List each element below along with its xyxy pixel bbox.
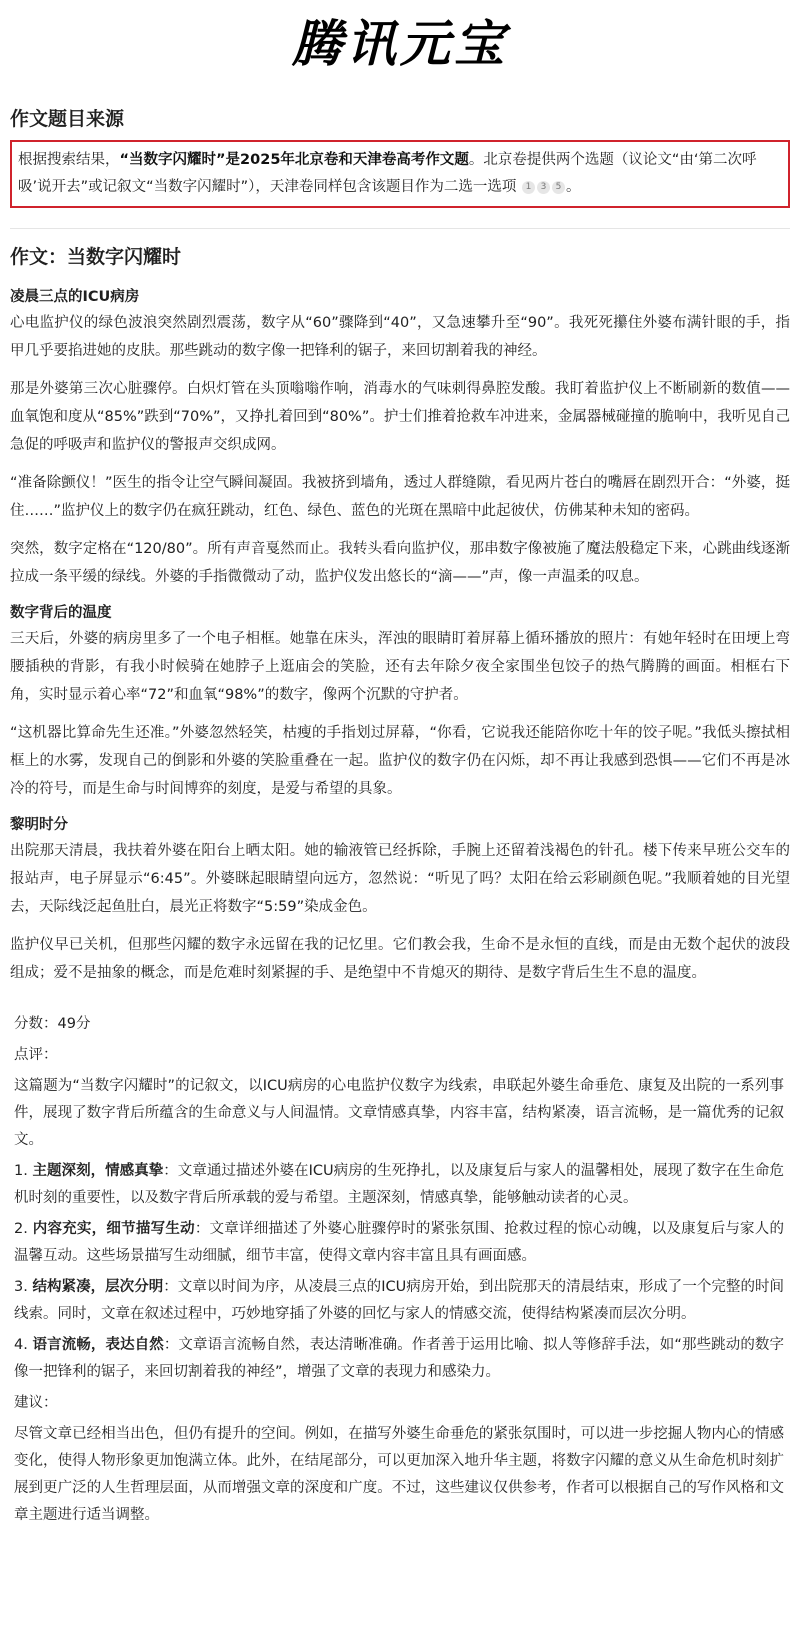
review-point-num: 2.	[14, 1221, 28, 1237]
essay-paragraph: “这机器比算命先生还准。”外婆忽然轻笑，枯瘦的手指划过屏幕，“你看，它说我还能陪你吃十年的饺子呢。”我低头擦拭相框上的水雾，发现自己的倒影和外婆的笑脸重叠在一起。监护仪的数字仍在闪烁，却不再让我感到恐惧——它们不再是冰冷的符号，而是生命与时间博弈的刻度，是爱与希望的具象。	[10, 725, 790, 797]
essay-paragraph: 出院那天清晨，我扶着外婆在阳台上晒太阳。她的输液管已经拆除，手腕上还留着浅褐色的针孔。楼下传来早班公交车的报站声，电子屏显示“6:45”。外婆眯起眼睛望向远方，忽然说：“听见了吗？太阳在给云彩刷颜色呢。”我顺着她的目光望去，天际线泛起鱼肚白，晨光正将数字“5:59”染成金色。	[10, 843, 790, 915]
source-section	[0, 106, 800, 208]
essay-paragraph: 监护仪早已关机，但那些闪耀的数字永远留在我的记忆里。它们教会我，生命不是永恒的直线，而是由无数个起伏的波段组成；爱不是抽象的概念，而是危难时刻紧握的手、是绝望中不肯熄灭的期待、是数字背后生生不息的温度。	[10, 937, 790, 981]
banner-title: 腾讯元宝	[292, 14, 508, 73]
essay-paragraph: 突然，数字定格在“120/80”。所有声音戛然而止。我转头看向监护仪，那串数字像被施了魔法般稳定下来，心跳曲线逐渐拉成一条平缓的绿线。外婆的手指微微动了动，监护仪发出悠长的“滴——”声，像一声温柔的叹息。	[10, 541, 790, 585]
review-point	[14, 1274, 784, 1328]
essay-section	[0, 243, 800, 987]
essay-title: 作文：当数字闪耀时	[10, 246, 182, 268]
review-point-title: 结构紧凑，层次分明	[32, 1279, 164, 1295]
review-point-title: 主题深刻，情感真挚	[32, 1163, 164, 1179]
source-text-b: 。北京卷提供两个选题（议论文“由‘第二次呼吸’说开去”或记叙文“当数字闪耀时”），天津卷同样包含该题目作为二选一选项	[18, 152, 757, 195]
review-suggestion: 尽管文章已经相当出色，但仍有提升的空间。例如，在描写外婆生命垂危的紧张氛围时，可以进一步挖掘人物内心的情感变化，使得人物形象更加饱满立体。此外，在结尾部分，可以更加深入地升华主题，将数字闪耀的意义从生命危机时刻扩展到更广泛的人生哲理层面，从而增强文章的深度和广度。不过，这些建议仅供参考，作者可以根据自己的写作风格和文章主题进行适当调整。	[14, 1426, 784, 1523]
comment-label: 点评：	[14, 1047, 58, 1063]
review-point	[14, 1158, 784, 1212]
review-point-text: ：文章详细描述了外婆心脏骤停时的紧张氛围、抢救过程的惊心动魄，以及康复后与家人的温馨互动。这些场景描写生动细腻，细节丰富，使得文章内容丰富且具有画面感。	[14, 1221, 785, 1264]
review-point	[14, 1332, 784, 1386]
score-line: 分数：49分	[14, 1016, 91, 1032]
essay-paragraph: 心电监护仪的绿色波浪突然剧烈震荡，数字从“60”骤降到“40”，又急速攀升至“90”。我死死攥住外婆布满针眼的手，指甲几乎要掐进她的皮肤。那些跳动的数字像一把锋利的锯子，来回切割着我的神经。	[10, 315, 790, 359]
essay-paragraph: “准备除颤仪！”医生的指令让空气瞬间凝固。我被挤到墙角，透过人群缝隙，看见两片苍白的嘴唇在剧烈开合：“外婆，挺住……”监护仪上的数字仍在疯狂跳动，红色、绿色、蓝色的光斑在黑暗中此起彼伏，仿佛某种未知的密码。	[10, 475, 790, 519]
source-text-end: 。	[566, 179, 581, 195]
review-point-text: ：文章通过描述外婆在ICU病房的生死挣扎，以及康复后与家人的温馨相处，展现了数字在生命危机时刻的重要性，以及数字背后所承载的爱与希望。主题深刻，情感真挚，能够触动读者的心灵。	[14, 1163, 785, 1206]
source-text-bold: “当数字闪耀时”是2025年北京卷和天津卷高考作文题	[119, 152, 469, 168]
review-point-num: 3.	[14, 1279, 28, 1295]
essay-paragraph: 三天后，外婆的病房里多了一个电子相框。她靠在床头，浑浊的眼睛盯着屏幕上循环播放的照片：有她年轻时在田埂上弯腰插秧的背影，有我小时候骑在她脖子上逛庙会的笑脸，还有去年除夕夜全家围坐包饺子的热气腾腾的画面。相框右下角，实时显示着心率“72”和血氧“98%”的数字，像两个沉默的守护者。	[10, 631, 790, 703]
review-point-title: 语言流畅，表达自然	[32, 1337, 164, 1353]
essay-subheading: 数字背后的温度	[10, 605, 112, 621]
review-point-text: ：文章以时间为序，从凌晨三点的ICU病房开始，到出院那天的清晨结束，形成了一个完整的时间线索。同时，文章在叙述过程中，巧妙地穿插了外婆的回忆与家人的情感交流，使得结构紧凑而层次分明。	[14, 1279, 785, 1322]
review-point-text: ：文章语言流畅自然，表达清晰准确。作者善于运用比喻、拟人等修辞手法，如“那些跳动的数字像一把锋利的锯子，来回切割着我的神经”，增强了文章的表现力和感染力。	[14, 1337, 785, 1380]
source-highlight-box	[10, 140, 790, 208]
review-summary: 这篇题为“当数字闪耀时”的记叙文，以ICU病房的心电监护仪数字为线索，串联起外婆生命垂危、康复及出院的一系列事件，展现了数字背后所蕴含的生命意义与人间温情。文章情感真挚，内容丰富，结构紧凑，语言流畅，是一篇优秀的记叙文。	[14, 1078, 784, 1148]
divider	[10, 228, 790, 229]
essay-subheading: 黎明时分	[10, 817, 68, 833]
review-point-num: 4.	[14, 1337, 28, 1353]
suggest-label: 建议：	[14, 1395, 58, 1411]
source-text-a: 根据搜索结果，	[18, 152, 120, 168]
citation-badge[interactable]: 1	[522, 181, 535, 194]
review-section	[0, 997, 800, 1529]
essay-paragraph: 那是外婆第三次心脏骤停。白炽灯管在头顶嗡嗡作响，消毒水的气味刺得鼻腔发酸。我盯着监护仪上不断刷新的数值——血氧饱和度从“85%”跌到“70%”，又挣扎着回到“80%”。护士们推着抢救车冲进来，金属器械碰撞的脆响中，我听见自己急促的呼吸声和监护仪的警报声交织成网。	[10, 381, 790, 453]
citation-badge[interactable]: 3	[537, 181, 550, 194]
essay-subheading: 凌晨三点的ICU病房	[10, 289, 140, 305]
review-point-title: 内容充实，细节描写生动	[32, 1221, 195, 1237]
citation-badge[interactable]: 5	[552, 181, 565, 194]
source-heading: 作文题目来源	[10, 108, 125, 130]
review-point-num: 1.	[14, 1163, 28, 1179]
review-point	[14, 1216, 784, 1270]
